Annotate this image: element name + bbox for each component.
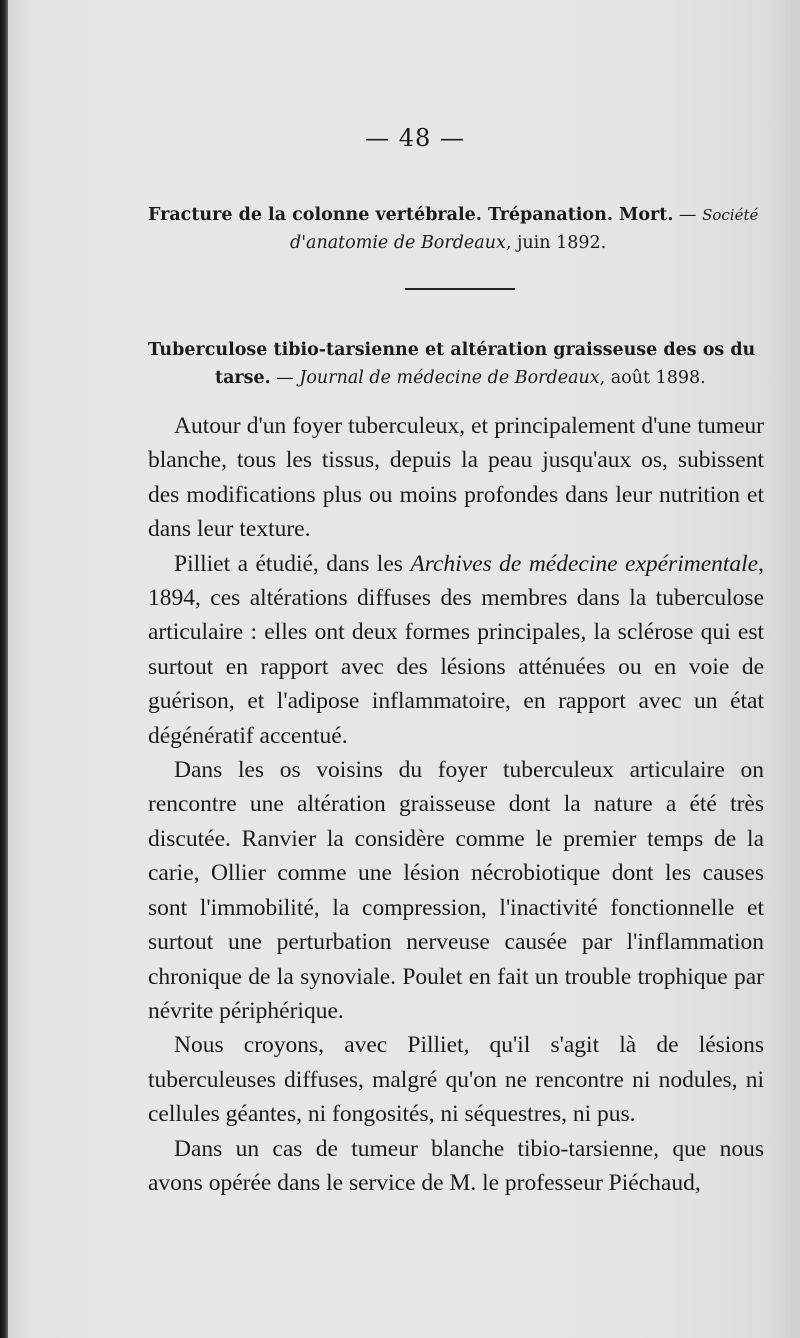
- entry-2-dash: —: [270, 368, 300, 388]
- entry-1-source-start: Société: [702, 206, 759, 224]
- entry-2-title-line-1: Tuberculose tibio-tarsienne et altération graisseuse des os du: [148, 340, 756, 360]
- paragraph-2-journal: Archives de médecine expérimentale: [410, 550, 759, 577]
- entry-2-source: Journal de médecine de Bordeaux: [299, 368, 600, 388]
- paragraph-5: Dans un cas de tumeur blanche tibio-tarsienne, que nous avons opérée dans le service de M. le professeur Piéchaud,: [148, 1135, 764, 1196]
- entry-2-source-date: , août 1898.: [599, 368, 706, 388]
- paragraph-4: Nous croyons, avec Pilliet, qu'il s'agit là de lésions tuberculeuses diffuses, malgré qu'on ne rencontre ni nodules, ni cellules géantes, ni fongosités, ni séquestres, ni pus.: [148, 1032, 764, 1128]
- entry-1-title: Fracture de la colonne vertébrale. Trépanation. Mort.: [148, 205, 674, 225]
- paragraph-1: Autour d'un foyer tuberculeux, et principalement d'une tumeur blanche, tous les tissus, depuis la peau jusqu'aux os, subissent des modifications plus ou moins profondes dans leur nutrition et dans leur texture.: [148, 413, 764, 543]
- paragraph-2-rest: , 1894, ces altérations diffuses des membres dans la tuberculose articulaire : elles ont deux formes principales, la sclérose qui est surtout en rapport avec des lésions atténuées ou en voie de guérison, et l'adipose inflammatoire, en rapport avec un état dégénératif accentué.: [148, 550, 764, 749]
- entry-1-line-2: [290, 233, 606, 253]
- paragraph-3: Dans les os voisins du foyer tuberculeux articulaire on rencontre une altération graisseuse dont la nature a été très discutée. Ranvier la considère comme le premier temps de la carie, Ollier comme une lésion nécrobiotique dont les causes sont l'immobilité, la compression, l'inactivité fonctionnelle et surtout une perturbation nerveuse causée par l'inflammation chronique de la synoviale. Poulet en fait un trouble trophique par névrite périphérique.: [148, 757, 764, 1024]
- entry-1-source: d'anatomie de Bordeaux: [290, 233, 506, 253]
- page-number: — 48 —: [365, 124, 465, 152]
- page-edge-shadow: [0, 0, 8, 1338]
- paragraph-2: [148, 547, 764, 753]
- entry-1-source-date: , juin 1892.: [505, 233, 607, 253]
- entry-1-dash: —: [673, 205, 703, 225]
- entry-1-line-1: [148, 205, 764, 225]
- section-separator: [405, 288, 515, 290]
- body-text: [148, 409, 764, 1200]
- entry-2-title-line-2: tarse.: [215, 368, 271, 388]
- paragraph-2-start: Pilliet a étudié, dans les: [174, 550, 411, 577]
- entry-2-line-2: [215, 368, 706, 388]
